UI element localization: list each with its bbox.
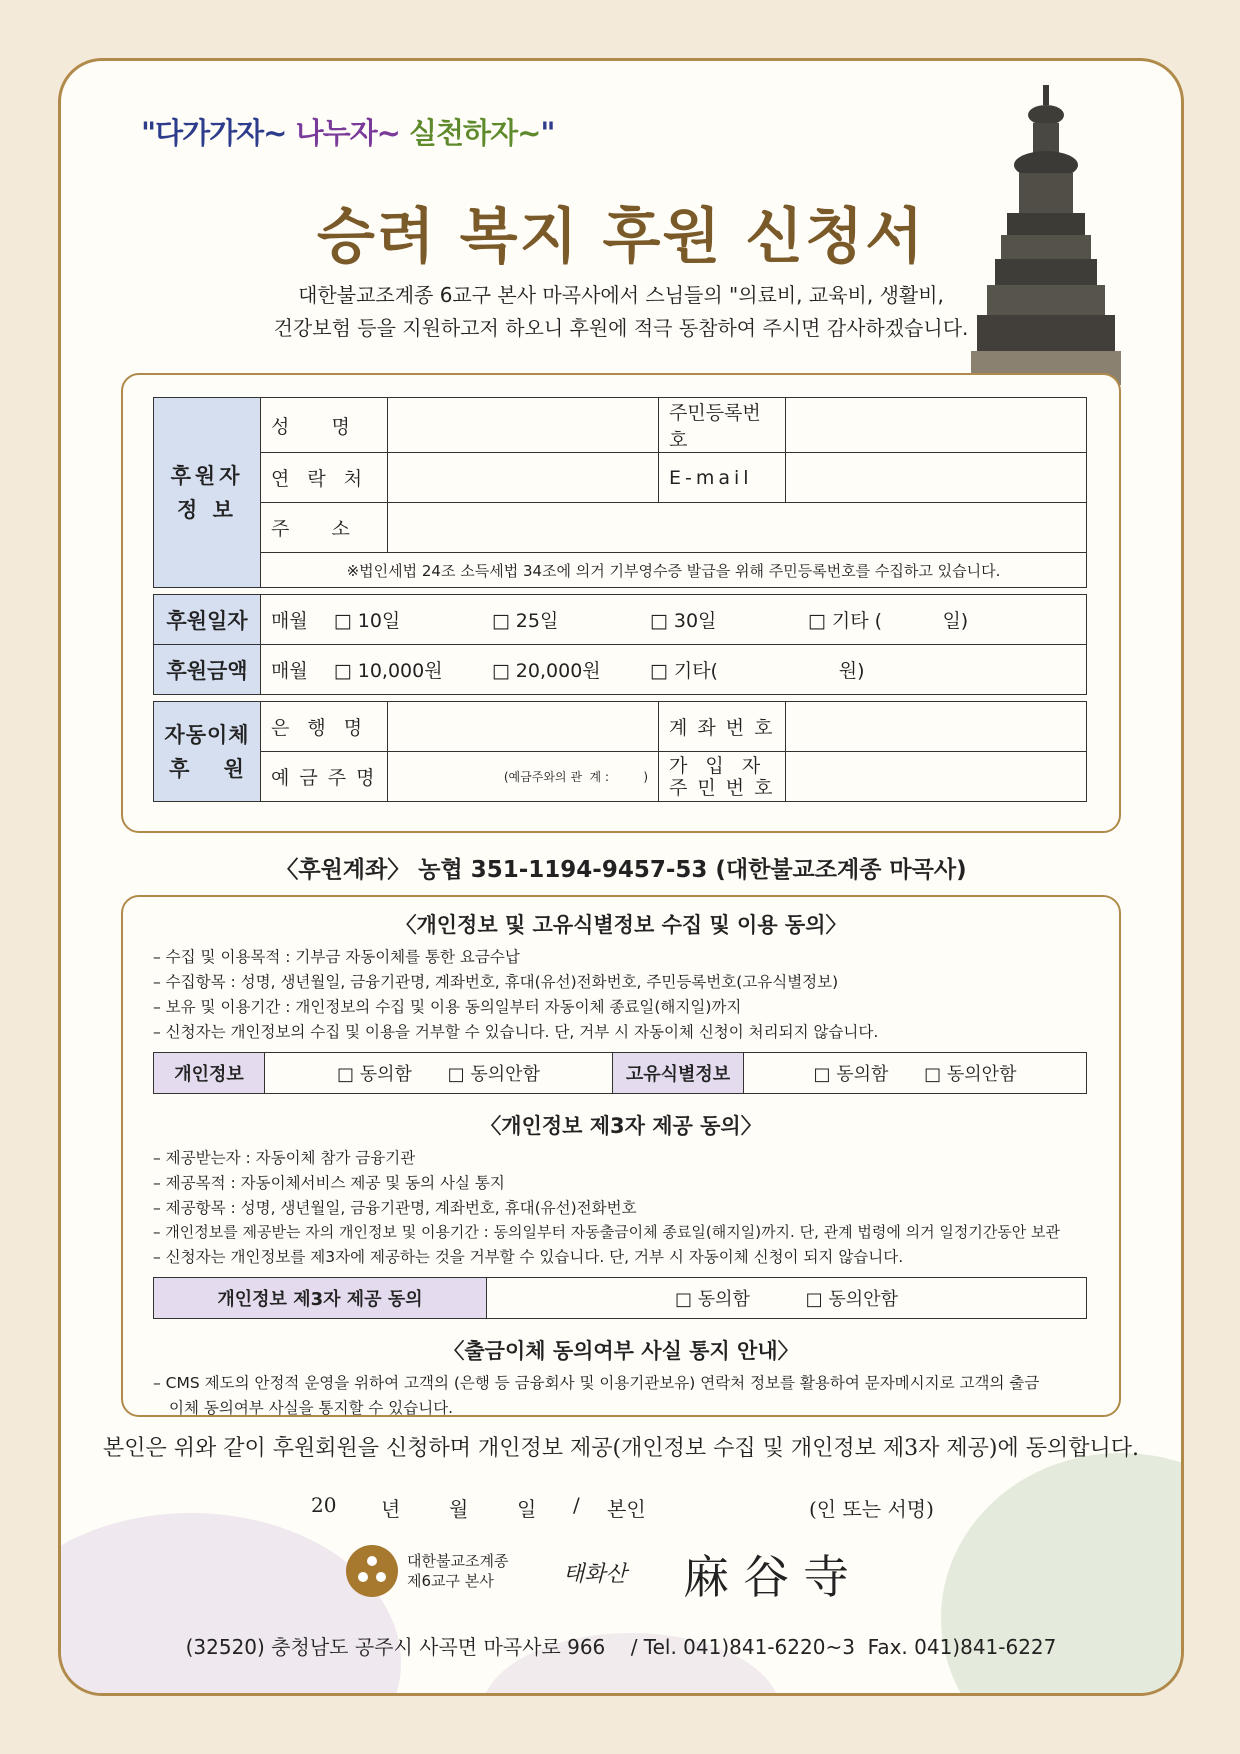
notice-line: – CMS 제도의 안정적 운영을 위하여 고객의 (은행 등 금융회사 및 이용기관보유) 연락처 정보를 활용하여 문자메시지로 고객의 출금 bbox=[153, 1374, 1040, 1392]
email-label: E-mail bbox=[659, 453, 786, 503]
unique-info-label: 고유식별정보 bbox=[613, 1053, 744, 1094]
third-party-options bbox=[487, 1278, 1087, 1319]
bank-label: 은 행 명 bbox=[261, 702, 388, 752]
account-label: 계 좌 번 호 bbox=[659, 702, 786, 752]
date-year-label: 년 bbox=[381, 1497, 401, 1521]
consent-statement: 본인은 위와 같이 후원회원을 신청하며 개인정보 제공(개인정보 수집 및 개인정보 제3자 제공)에 동의합니다. bbox=[103, 1436, 1139, 1461]
third-party-consent-table bbox=[153, 1277, 1087, 1319]
holder-label: 예 금 주 명 bbox=[261, 752, 388, 802]
notice-title: 〈출금이체 동의여부 사실 통지 안내〉 bbox=[443, 1339, 799, 1363]
date-month-label: 월 bbox=[449, 1497, 469, 1521]
account-field[interactable] bbox=[786, 702, 1087, 752]
donor-info-header: 후원자 정 보 bbox=[154, 398, 261, 588]
contact-label: 연 락 처 bbox=[261, 453, 388, 503]
privacy-line: – 보유 및 이용기간 : 개인정보의 수집 및 이용 동의일부터 자동이체 종료일(해지일)까지 bbox=[153, 998, 742, 1016]
personal-disagree-checkbox[interactable]: □ 동의안함 bbox=[447, 1064, 540, 1085]
contact-address: (32520) 충청남도 공주시 사곡면 마곡사로 966 / Tel. 041)841-6220~3 Fax. 041)841-6227 bbox=[185, 1635, 1057, 1659]
signature-field[interactable]: (인 또는 서명) bbox=[809, 1497, 934, 1521]
bank-field[interactable] bbox=[388, 702, 659, 752]
rrn-label: 주민등록번호 bbox=[659, 398, 786, 453]
email-field[interactable] bbox=[786, 453, 1087, 503]
third-agree-checkbox[interactable]: □ 동의함 bbox=[675, 1289, 750, 1310]
amount-20000-checkbox[interactable]: □ 20,000원 bbox=[491, 660, 601, 682]
self-label: 본인 bbox=[607, 1497, 646, 1521]
mountain-name: 태화산 bbox=[563, 1562, 627, 1587]
donation-date-options: 매월 □ 10일 □ 25일 □ 30일 □ 기타 ( 일) bbox=[261, 595, 1087, 645]
subscriber-rrn-field[interactable] bbox=[786, 752, 1087, 802]
date-year: 20 bbox=[311, 1493, 337, 1517]
date-day-label: 일 bbox=[517, 1497, 537, 1521]
third-disagree-checkbox[interactable]: □ 동의안함 bbox=[805, 1289, 898, 1310]
jogye-logo-icon bbox=[346, 1545, 398, 1597]
third-party-label: 개인정보 제3자 제공 동의 bbox=[154, 1278, 487, 1319]
unique-disagree-checkbox[interactable]: □ 동의안함 bbox=[924, 1064, 1017, 1085]
donation-date-header: 후원일자 bbox=[154, 595, 261, 645]
unique-info-options bbox=[744, 1053, 1087, 1094]
rrn-field[interactable] bbox=[786, 398, 1087, 453]
date-10-checkbox[interactable]: □ 10일 bbox=[333, 610, 401, 632]
amount-other-checkbox[interactable]: □ 기타( 원) bbox=[649, 660, 865, 682]
consent-box bbox=[121, 895, 1121, 1417]
third-party-line: – 제공항목 : 성명, 생년월일, 금융기관명, 계좌번호, 휴대(유선)전화번호 bbox=[153, 1199, 637, 1217]
third-party-line: – 신청자는 개인정보를 제3자에 제공하는 것을 거부할 수 있습니다. 단, 거부 시 자동이체 신청이 되지 않습니다. bbox=[153, 1248, 904, 1266]
auto-transfer-header: 자동이체 후 원 bbox=[154, 702, 261, 802]
rrn-note: ※법인세법 24조 소득세법 34조에 의거 기부영수증 발급을 위해 주민등록번호를 수집하고 있습니다. bbox=[261, 553, 1087, 588]
form-title: 승려 복지 후원 신청서 bbox=[316, 202, 926, 272]
third-party-title: 〈개인정보 제3자 제공 동의〉 bbox=[480, 1114, 762, 1138]
third-party-line: – 제공목적 : 자동이체서비스 제공 및 동의 사실 통지 bbox=[153, 1174, 505, 1192]
donation-amount-header: 후원금액 bbox=[154, 645, 261, 695]
contact-field[interactable] bbox=[388, 453, 659, 503]
slogan: "다가가자~ 나누자~ 실천하자~" bbox=[141, 116, 555, 150]
intro-text: 대한불교조계종 6교구 본사 마곡사에서 스님들의 "의료비, 교육비, 생활비, 건강보험 등을 지원하고저 하오니 후원에 적극 동참하여 주시면 감사하겠습니다. bbox=[273, 283, 969, 340]
unique-agree-checkbox[interactable]: □ 동의함 bbox=[813, 1064, 889, 1085]
date-slash: / bbox=[573, 1493, 580, 1517]
donation-account: 〈후원계좌〉 농협 351-1194-9457-53 (대한불교조계종 마곡사) bbox=[275, 857, 967, 883]
form-page bbox=[58, 58, 1184, 1696]
address-field[interactable] bbox=[388, 503, 1087, 553]
holder-field[interactable]: (예금주와의 관 계 : ) bbox=[388, 752, 659, 802]
name-label: 성 명 bbox=[261, 398, 388, 453]
notice-line: 이체 동의여부 사실을 통지할 수 있습니다. bbox=[169, 1399, 454, 1417]
lotus-decoration bbox=[58, 1513, 401, 1696]
privacy-consent-table bbox=[153, 1052, 1087, 1094]
third-party-line: – 개인정보를 제공받는 자의 개인정보 및 이용기간 : 동의일부터 자동출금이체 종료일(해지일)까지. 단, 관계 법령에 의거 일정기간동안 보관 bbox=[153, 1223, 1061, 1241]
donation-amount-options: 매월 □ 10,000원 □ 20,000원 □ 기타( 원) bbox=[261, 645, 1087, 695]
privacy-title: 〈개인정보 및 고유식별정보 수집 및 이용 동의〉 bbox=[395, 913, 847, 937]
personal-agree-checkbox[interactable]: □ 동의함 bbox=[337, 1064, 412, 1085]
date-30-checkbox[interactable]: □ 30일 bbox=[649, 610, 717, 632]
privacy-line: – 수집 및 이용목적 : 기부금 자동이체를 통한 요금수납 bbox=[153, 948, 520, 966]
temple-name: 麻谷寺 bbox=[683, 1550, 863, 1604]
donor-info-table bbox=[153, 397, 1087, 802]
personal-info-options bbox=[265, 1053, 613, 1094]
name-field[interactable] bbox=[388, 398, 659, 453]
amount-10000-checkbox[interactable]: □ 10,000원 bbox=[333, 660, 443, 682]
org-name: 대한불교조계종 제6교구 본사 bbox=[407, 1552, 509, 1590]
application-box bbox=[121, 373, 1121, 833]
third-party-line: – 제공받는자 : 자동이체 참가 금융기관 bbox=[153, 1149, 416, 1167]
privacy-line: – 신청자는 개인정보의 수집 및 이용을 거부할 수 있습니다. 단, 거부 시 자동이체 신청이 처리되지 않습니다. bbox=[153, 1023, 879, 1041]
personal-info-label: 개인정보 bbox=[154, 1053, 265, 1094]
date-25-checkbox[interactable]: □ 25일 bbox=[491, 610, 559, 632]
subscriber-rrn-label: 가 입 자 주 민 번 호 bbox=[659, 752, 786, 802]
address-label: 주 소 bbox=[261, 503, 388, 553]
date-other-checkbox[interactable]: □ 기타 ( 일) bbox=[807, 610, 969, 632]
privacy-line: – 수집항목 : 성명, 생년월일, 금융기관명, 계좌번호, 휴대(유선)전화번호, 주민등록번호(고유식별정보) bbox=[153, 973, 839, 991]
